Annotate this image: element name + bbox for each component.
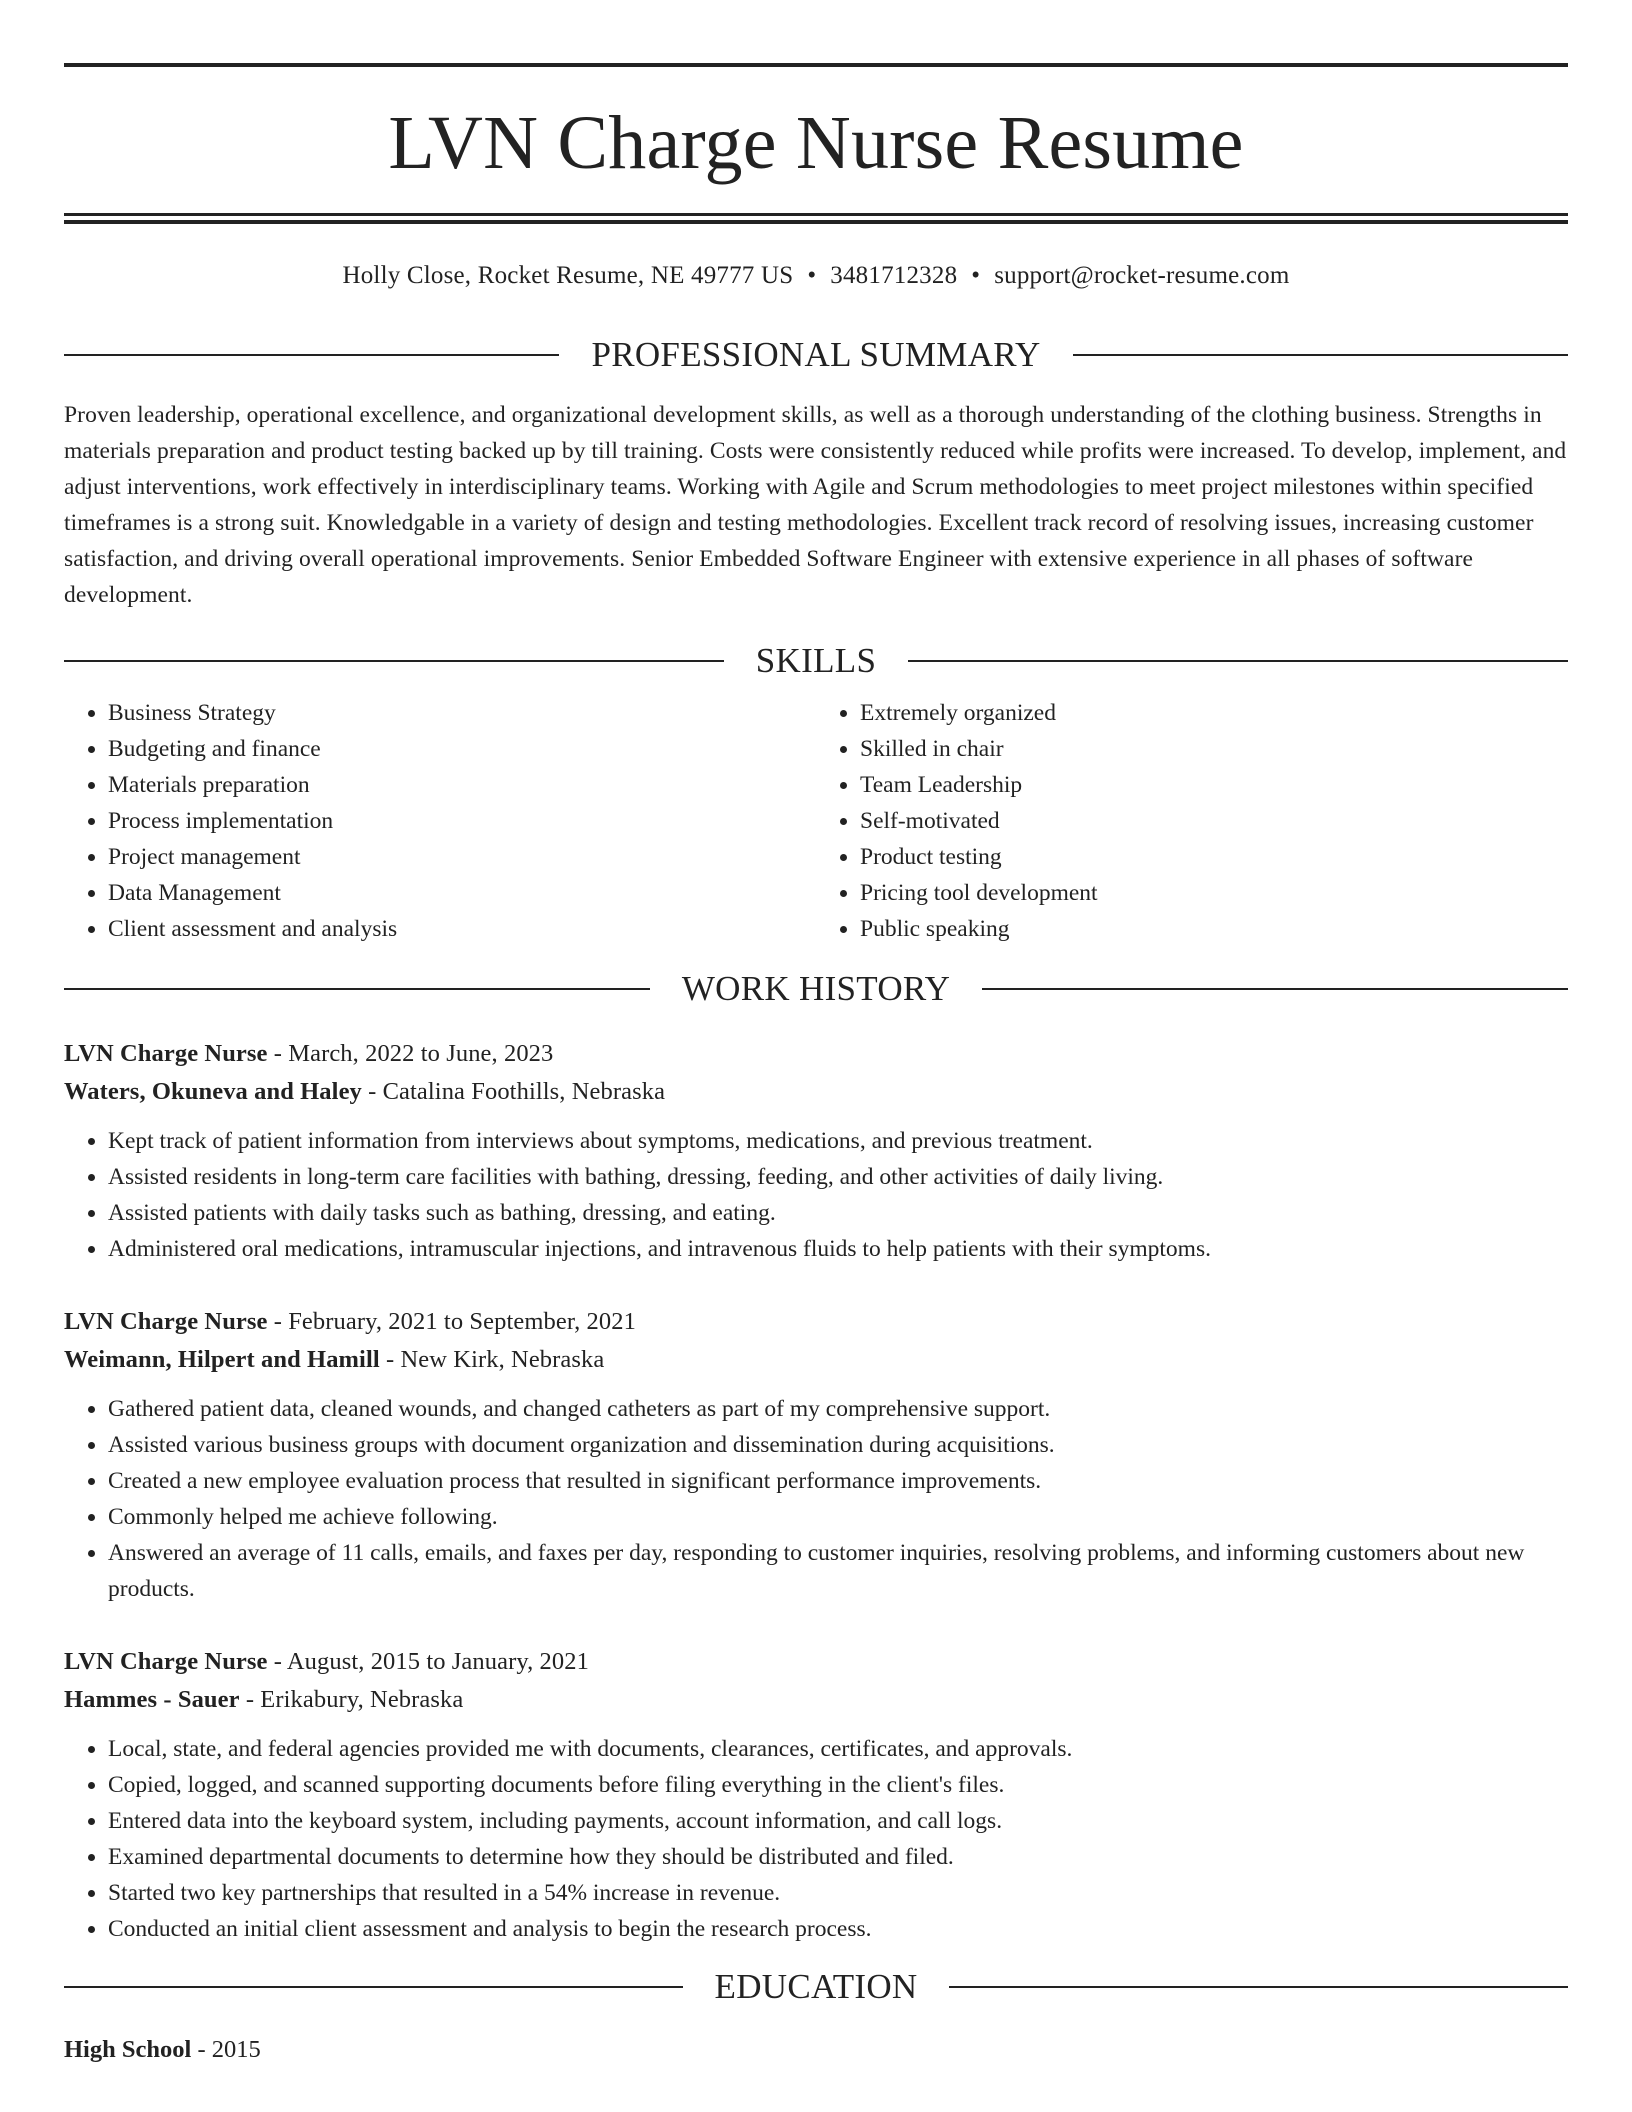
job-title-line — [64, 1303, 1568, 1341]
job-location: - Catalina Foothills, Nebraska — [361, 1078, 666, 1105]
skill-item: • Business Strategy — [108, 695, 816, 731]
resume-title: LVN Charge Nurse Resume — [388, 101, 1244, 185]
skill-item: • Client assessment and analysis — [108, 911, 816, 947]
contact-email: support@rocket-resume.com — [994, 262, 1290, 289]
job-company: Hammes - Sauer — [64, 1686, 240, 1713]
job-bullet: • Assisted patients with daily tasks such as bathing, dressing, and eating. — [108, 1195, 1568, 1231]
job-bullet: • Answered an average of 11 calls, emails, and faxes per day, responding to customer inquiries, resolving problems, and informing customers about new products. — [108, 1535, 1568, 1607]
job-bullets — [64, 1731, 1568, 1947]
job-title: LVN Charge Nurse — [64, 1648, 268, 1675]
job-bullet: • Started two key partnerships that resulted in a 54% increase in revenue. — [108, 1875, 1568, 1911]
job-entry — [64, 1643, 1568, 1947]
job-bullet: • Assisted various business groups with document organization and dissemination during acquisitions. — [108, 1427, 1568, 1463]
education-degree: High School — [64, 2036, 192, 2063]
skills-section-heading — [64, 641, 1568, 681]
heading-rule — [64, 1986, 683, 1988]
heading-rule — [64, 988, 650, 990]
job-location: - Erikabury, Nebraska — [239, 1686, 464, 1713]
job-bullet: • Entered data into the keyboard system, including payments, account information, and call logs. — [108, 1803, 1568, 1839]
job-entry — [64, 1035, 1568, 1267]
job-bullets — [64, 1391, 1568, 1607]
job-entry — [64, 1303, 1568, 1607]
job-title-line — [64, 1035, 1568, 1073]
heading-rule — [64, 660, 724, 662]
top-rule — [64, 63, 1568, 67]
skill-item: • Data Management — [108, 875, 816, 911]
job-bullet: • Created a new employee evaluation process that resulted in significant performance improvements. — [108, 1463, 1568, 1499]
job-title: LVN Charge Nurse — [64, 1040, 268, 1067]
skills-list-left — [64, 695, 816, 947]
summary-text: Proven leadership, operational excellence, and organizational development skills, as well as a thorough understanding of the clothing business. Strengths in materials preparation and product testing backed up by till training. Costs were consistently reduced while profits were increased. To develop, implement, and adjust interventions, work effectively in interdisciplinary teams. Working with Agile and Scrum methodologies to meet project milestones within specified timeframes is a strong suit. Knowledgable in a variety of design and testing methodologies. Excellent track record of resolving issues, increasing customer satisfaction, and driving overall operational improvements. Senior Embedded Software Engineer with extensive experience in all phases of software development. — [64, 402, 1567, 608]
skill-item: • Self-motivated — [860, 803, 1568, 839]
job-title: LVN Charge Nurse — [64, 1308, 268, 1335]
job-company: Waters, Okuneva and Haley — [64, 1078, 362, 1105]
contact-separator: • — [971, 262, 981, 289]
heading-rule — [908, 660, 1568, 662]
education-entry — [64, 2031, 1568, 2069]
skill-item: • Team Leadership — [860, 767, 1568, 803]
job-bullet: • Conducted an initial client assessment and analysis to begin the research process. — [108, 1911, 1568, 1947]
job-bullet: • Kept track of patient information from interviews about symptoms, medications, and previous treatment. — [108, 1123, 1568, 1159]
contact-phone: 3481712328 — [830, 262, 958, 289]
title-double-rule — [64, 213, 1568, 224]
job-dates: - February, 2021 to September, 2021 — [267, 1308, 636, 1335]
heading-rule — [982, 988, 1568, 990]
summary-section-heading — [64, 335, 1568, 375]
job-bullet: • Commonly helped me achieve following. — [108, 1499, 1568, 1535]
skill-item: • Project management — [108, 839, 816, 875]
heading-rule — [1073, 354, 1568, 356]
work-section-heading — [64, 969, 1568, 1009]
job-company-line — [64, 1681, 1568, 1719]
heading-rule — [64, 354, 559, 356]
job-company-line — [64, 1341, 1568, 1379]
skill-item: • Materials preparation — [108, 767, 816, 803]
resume-page — [64, 0, 1568, 2069]
education-section-heading — [64, 1967, 1568, 2007]
skill-item: • Skilled in chair — [860, 731, 1568, 767]
job-dates: - March, 2022 to June, 2023 — [267, 1040, 554, 1067]
skill-item: • Product testing — [860, 839, 1568, 875]
job-bullets — [64, 1123, 1568, 1267]
education-year: - 2015 — [191, 2036, 261, 2063]
skills-columns — [64, 695, 1568, 947]
job-bullet: • Copied, logged, and scanned supporting documents before filing everything in the client's files. — [108, 1767, 1568, 1803]
job-bullet: • Local, state, and federal agencies provided me with documents, clearances, certificates, and approvals. — [108, 1731, 1568, 1767]
contact-line — [64, 261, 1568, 291]
skills-heading-label: SKILLS — [755, 641, 877, 680]
job-company-line — [64, 1073, 1568, 1111]
job-bullet: • Examined departmental documents to determine how they should be distributed and filed. — [108, 1839, 1568, 1875]
skill-item: • Pricing tool development — [860, 875, 1568, 911]
contact-separator: • — [807, 262, 817, 289]
job-bullet: • Administered oral medications, intramuscular injections, and intravenous fluids to help patients with their symptoms. — [108, 1231, 1568, 1267]
skills-list-right — [816, 695, 1568, 947]
summary-heading-label: PROFESSIONAL SUMMARY — [591, 335, 1041, 374]
job-title-line — [64, 1643, 1568, 1681]
skill-item: • Extremely organized — [860, 695, 1568, 731]
heading-rule — [949, 1986, 1568, 1988]
work-heading-label: WORK HISTORY — [681, 969, 951, 1008]
skill-item: • Budgeting and finance — [108, 731, 816, 767]
job-location: - New Kirk, Nebraska — [379, 1346, 605, 1373]
skill-item: • Public speaking — [860, 911, 1568, 947]
job-bullet: • Gathered patient data, cleaned wounds, and changed catheters as part of my comprehensive support. — [108, 1391, 1568, 1427]
skill-item: • Process implementation — [108, 803, 816, 839]
job-company: Weimann, Hilpert and Hamill — [64, 1346, 380, 1373]
contact-address: Holly Close, Rocket Resume, NE 49777 US — [342, 262, 794, 289]
job-bullet: • Assisted residents in long-term care facilities with bathing, dressing, feeding, and other activities of daily living. — [108, 1159, 1568, 1195]
education-heading-label: EDUCATION — [714, 1967, 918, 2006]
job-dates: - August, 2015 to January, 2021 — [267, 1648, 589, 1675]
